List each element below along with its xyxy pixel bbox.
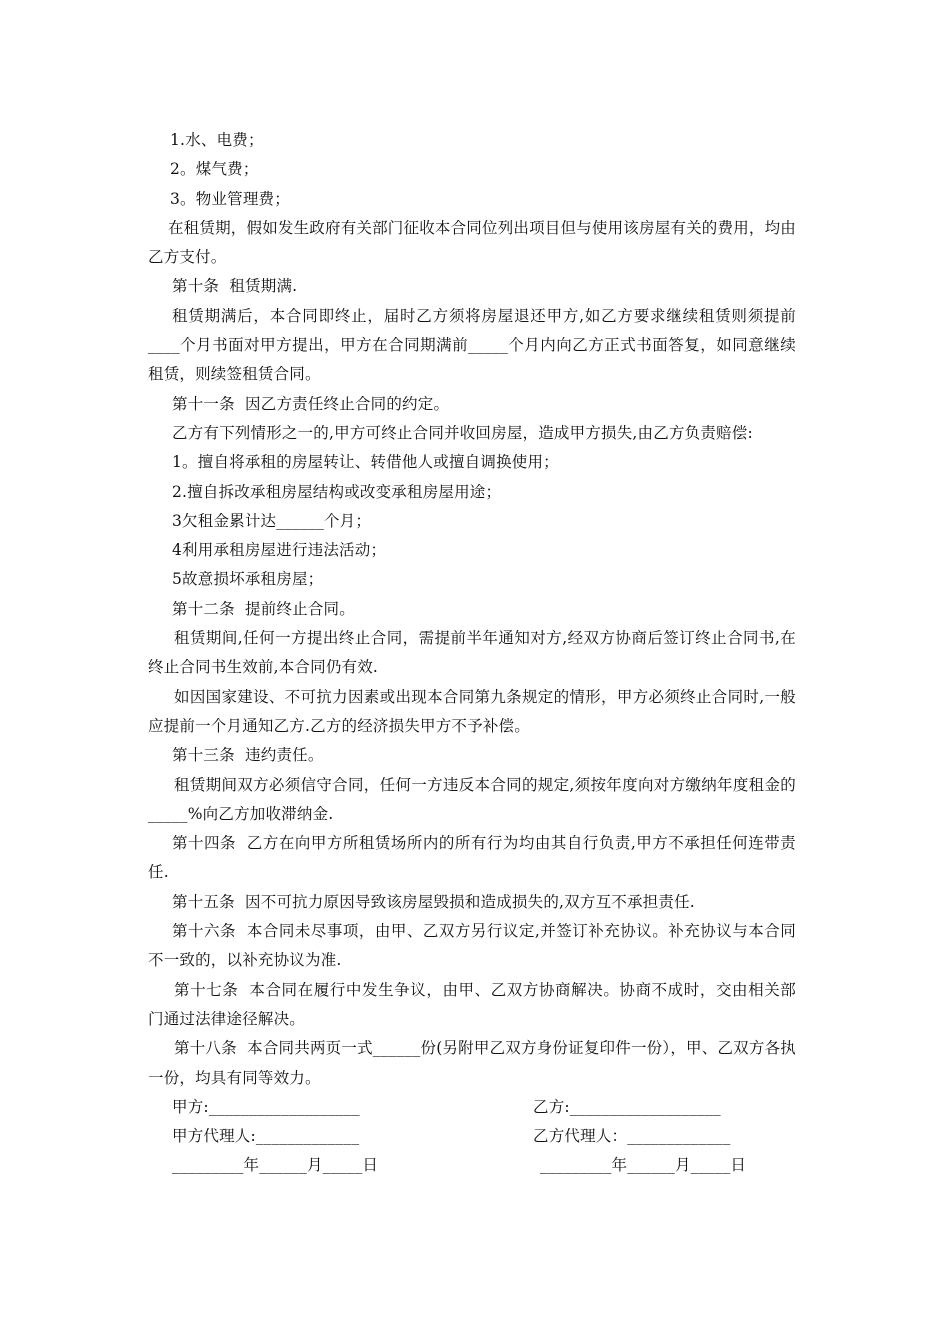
party-b-agent-signature: 乙方代理人：_____________ [533, 1127, 731, 1146]
article-13-heading: 第十三条 违约责任。 [172, 746, 324, 765]
article-12-body-1: 租赁期间,任何一方提出终止合同，需提前半年通知对方,经双方协商后签订终止合同书,在终止合同书生效前,本合同仍有效. [148, 629, 796, 677]
signature-party-row [148, 1093, 796, 1122]
party-a-agent-signature: 甲方代理人:_____________ [172, 1127, 360, 1146]
article-18: 第十八条 本合同共两页一式______份(另附甲乙双方身份证复印件一份），甲、乙双方各执一份，均具有同等效力。 [148, 1039, 796, 1087]
article-11-item-1: 1。擅自将承租的房屋转让、转借他人或擅自调换使用； [172, 453, 559, 472]
party-b-signature: 乙方:___________________ [533, 1097, 721, 1116]
signature-date-row [148, 1151, 796, 1180]
article-11-item-3: 3欠租金累计达______个月； [172, 511, 372, 530]
fee-paragraph: 在租赁期，假如发生政府有关部门征收本合同位列出项目但与使用该房屋有关的费用，均由乙方支付。 [148, 218, 797, 267]
article-10-heading: 第十条 租赁期满. [172, 277, 298, 296]
fee-item-3: 3。物业管理费； [170, 189, 290, 208]
article-17: 第十七条 本合同在履行中发生争议，由甲、乙双方协商解决。协商不成时，交由相关部门通过法律途径解决。 [148, 980, 796, 1028]
party-a-signature: 甲方:___________________ [172, 1097, 360, 1116]
fee-item-1: 1.水、电费； [170, 131, 264, 149]
party-a-date: _________年______月_____日 [172, 1156, 379, 1175]
fee-item-2: 2。煤气费； [170, 160, 259, 179]
contract-body [148, 126, 796, 1181]
article-13-body: 租赁期间双方必须信守合同，任何一方违反本合同的规定,须按年度向对方缴纳年度租金的_____%向乙方加收滞纳金. [148, 775, 796, 823]
party-b-date: _________年______月_____日 [540, 1156, 747, 1175]
article-11-item-4: 4利用承租房屋进行违法活动； [172, 541, 387, 560]
article-11-intro: 乙方有下列情形之一的,甲方可终止合同并收回房屋，造成甲方损失,由乙方负责赔偿: [172, 423, 753, 442]
article-11-heading: 第十一条 因乙方责任终止合同的约定。 [172, 394, 450, 413]
article-10-body: 租赁期满后，本合同即终止，届时乙方须将房屋退还甲方,如乙方要求继续租赁则须提前____个月书面对甲方提出，甲方在合同期满前_____个月内向乙方正式书面答复，如同意继续租赁，则续签租赁合同。 [148, 306, 796, 384]
article-16: 第十六条 本合同未尽事项，由甲、乙双方另行议定,并签订补充协议。补充协议与本合同不一致的，以补充协议为准. [148, 922, 796, 970]
signature-agent-row [148, 1122, 796, 1151]
article-15: 第十五条 因不可抗力原因导致该房屋毁损和造成损失的,双方互不承担责任. [172, 892, 695, 911]
article-12-heading: 第十二条 提前终止合同。 [172, 599, 355, 618]
article-11-item-5: 5故意损坏承租房屋； [172, 570, 324, 589]
article-14: 第十四条 乙方在向甲方所租赁场所内的所有行为均由其自行负责,甲方不承担任何连带责任. [148, 834, 796, 882]
article-12-body-2: 如因国家建设、不可抗力因素或出现本合同第九条规定的情形，甲方必须终止合同时,一般应提前一个月通知乙方.乙方的经济损失甲方不予补偿。 [148, 687, 796, 735]
article-11-item-2: 2.擅自拆改承租房屋结构或改变承租房屋用途； [172, 482, 502, 501]
